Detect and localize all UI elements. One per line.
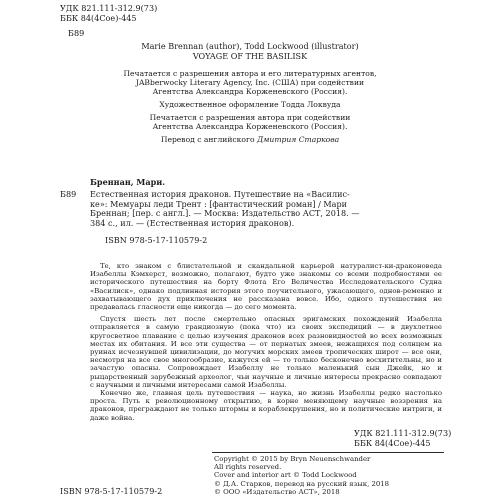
udc-code: УДК 821.111-312.9(73) (60, 3, 158, 13)
catalog-line: Бреннан; [пер. с англ.]. — Москва: Издательство АСТ, 2018. — (90, 208, 360, 219)
translation-prefix: Перевод с английского (160, 135, 257, 145)
catalog-isbn: ISBN 978-5-17-110579-2 (105, 235, 208, 245)
catalog-line: Естественная история драконов. Путешествие на «Василис- (90, 189, 350, 199)
footer-bbk-code: ББК 84(4Сое)-445 (354, 438, 431, 448)
annotation-paragraph: Конечно же, главная цель путешествия — наука, но жизнь Изабеллы редко настолько проста. Путь к революционному открытию, в корне меняющему научные воззрения на драконов, преграждают не только штормы и кораблекрушения, но и политические интриги, и даже война. (90, 389, 442, 422)
permission-line: JABberwocky Literary Agency, Inc. (США) при содействии (135, 78, 365, 88)
annotation-paragraph: Те, кто знаком с блистательной и скандальной карьерой натуралист-ки-драконоведа Изабеллы Кэмхерст, возможно, полагают, будто уже знакомы со всеми подробностями ее исторического путешествия на борту Флота Его Величества Исследовательского Судна «Василиск», однако подлинная история этого поучительного, ужасающего, однов-ременно и захватывающего дух приключения не рассказана вовсе. Ибо, одного путешествия не предавалась гласности еще никогда — до сего момента. (90, 262, 442, 312)
art-design-credit: Художественное оформление Тодда Локвуда (159, 100, 341, 110)
footer-divider (212, 452, 444, 453)
translator-name: Дмитрия Старкова (256, 135, 340, 145)
cutter-mark: Б89 (68, 28, 85, 38)
copyright-block (214, 455, 454, 496)
catalog-line: ке»: Мемуары леди Трент : [фантастический роман] / Мари (90, 198, 348, 209)
authors-line: Marie Brennan (author), Todd Lockwood (illustrator) (141, 41, 359, 51)
bbk-code: ББК 84(4Сое)-445 (60, 13, 137, 23)
copyright-line: Cover and interior art © Todd Lockwood (214, 471, 357, 480)
translation-credit (70, 135, 430, 144)
catalog-line: 384 с., ил. — (Естественная история драконов). (90, 217, 295, 228)
catalog-cutter: Б89 (60, 189, 77, 199)
footer-isbn: ISBN 978-5-17-110579-2 (60, 486, 163, 496)
catalog-author-heading: Бреннан, Мари. (90, 177, 166, 187)
permission-line: Печатается с разрешения автора при содействии (149, 113, 351, 123)
original-title: VOYAGE OF THE BASILISK (192, 50, 308, 61)
credits-block (70, 42, 430, 144)
permission-line: Агентства Александра Корженевского (Россия). (152, 87, 348, 97)
copyright-line: © Д.А. Старков, перевод на русский язык, 2018 (214, 479, 389, 488)
permission-line: Печатается с разрешения автора и его литературных агентов, (123, 69, 377, 79)
footer-udc-code: УДК 821.111-312.9(73) (354, 428, 452, 438)
annotation (90, 262, 442, 422)
catalog-description (90, 190, 445, 228)
copyright-line: All rights reserved. (214, 463, 282, 472)
permission-line: Агентства Александра Корженевского (Россия). (152, 122, 348, 132)
copyright-line: © ООО «Издательство АСТ», 2018 (214, 487, 340, 496)
annotation-paragraph: Спустя шесть лет после смертельно опасных эригамских похождений Изабелла отправляется в самую грандиозную (пока что) из своих экспедиций — в двухлетнее кругосветное плавание с целью изучения драконов всех разновидностей во всех возможных местах их обитания. И все эти существа — от пернатых змеев, нежащихся под солнцем на руинах исчезнувшей цивилизации, до могучих морских змеев тропических широт — все они, несмотря на все свое многообразие, кажутся ей — то только бесконечно восхитительны, но и зачастую опасны. Сопровождает Изабеллу не только маленький сын Джейк, но и рыцарственный зарубежный археолог, чьи научные и личные интересы прекрасно совпадают с научными и личными интересами самой Изабеллы. (90, 315, 442, 389)
copyright-line: Copyright © 2015 by Bryn Neuenschwander (214, 455, 371, 463)
